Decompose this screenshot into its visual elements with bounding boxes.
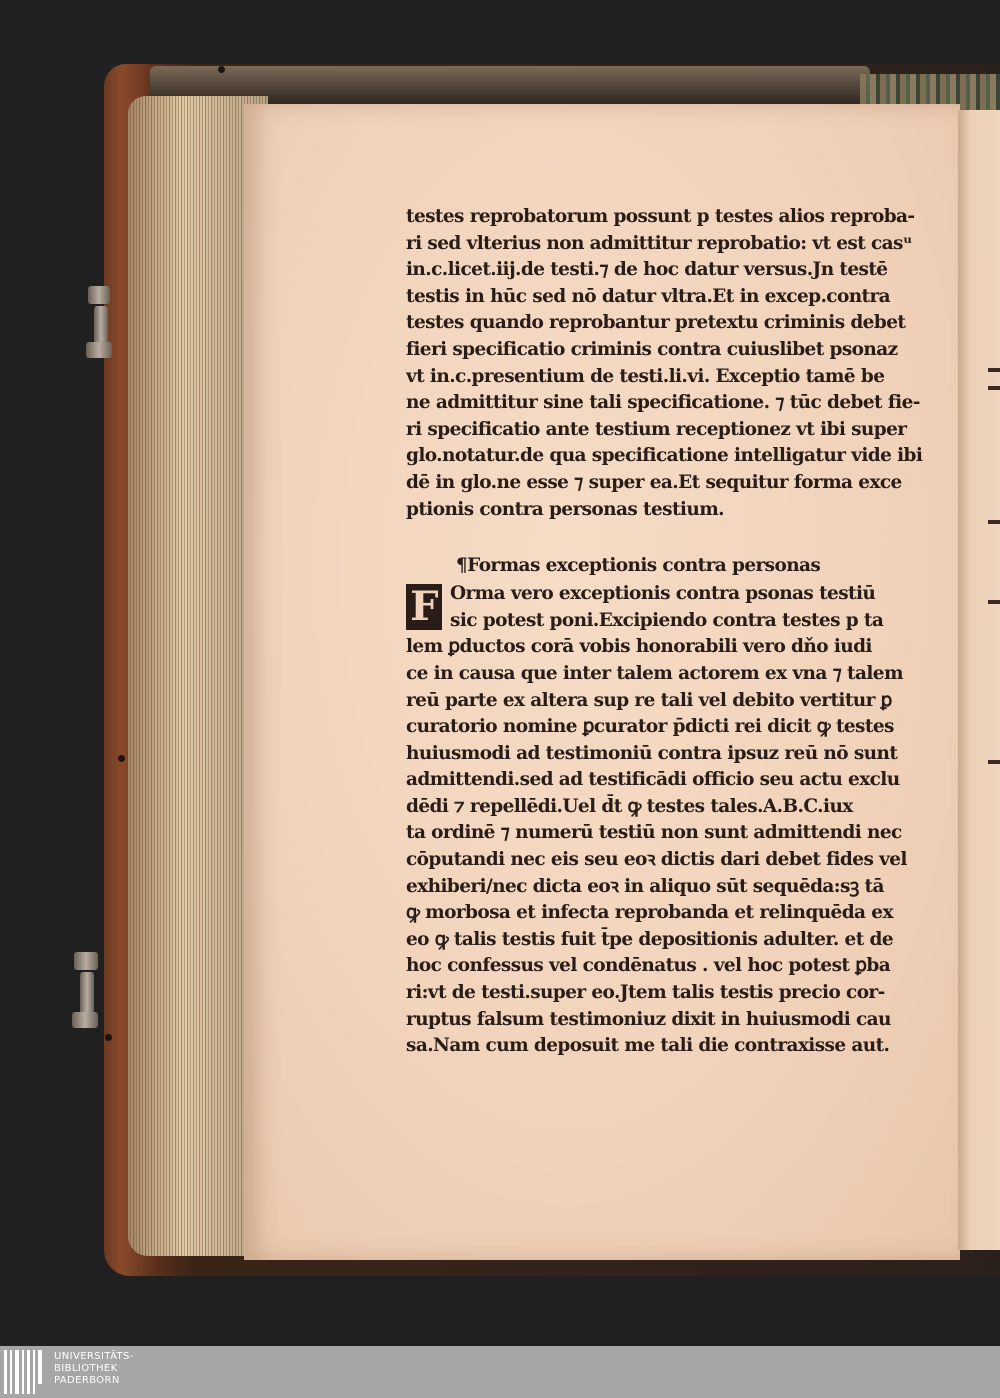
text-line: dēdi ⁊ repellēdi.Uel d̄t ꝙ testes tales.A.B.C.iux xyxy=(406,795,853,817)
library-footer xyxy=(0,1346,1000,1398)
library-logo-text xyxy=(54,1351,134,1387)
logo-line: BIBLIOTHEK xyxy=(54,1363,118,1374)
right-page-text-fragment xyxy=(988,760,1000,764)
cover-nail xyxy=(118,755,125,762)
text-line: vt in.c.presentium de testi.li.vi. Exceptio tamē be xyxy=(406,365,885,387)
text-line: curatorio nomine ꝑcurator p̄dicti rei dicit ꝙ testes xyxy=(406,716,894,738)
text-line: ruptus falsum testimoniuz dixit in huiusmodi cau xyxy=(406,1008,891,1030)
clasp-upper-base xyxy=(86,342,112,358)
text-line: ri specificatio ante testium receptionez vt ibi super xyxy=(406,418,907,440)
text-line: testes reprobatorum possunt p testes alios reproba- xyxy=(406,206,915,227)
text-line: ta ordinē ⁊ numerū testiū non sunt admittendi nec xyxy=(406,822,902,844)
text-line: ptionis contra personas testium. xyxy=(406,498,725,520)
text-line: exhiberi/nec dicta eoꝛ in aliquo sūt sequēda:sꝫ tā xyxy=(406,875,884,897)
text-line: ne admittitur sine tali specificatione. ⁊ tūc debet fie- xyxy=(406,392,920,414)
text-line: reū parte ex altera sup re tali vel debito vertitur ꝑ xyxy=(406,689,892,711)
text-line: ri:vt de testi.super eo.Jtem talis testis precio cor- xyxy=(406,982,885,1004)
text-line: testis in hūc sed nō datur vltra.Et in excep.contra xyxy=(406,285,891,307)
text-line: sa.Nam cum deposuit me tali die contraxisse aut. xyxy=(406,1035,890,1057)
text-line: cōputandi nec eis seu eoꝛ dictis dari debet fides vel xyxy=(406,849,907,871)
paragraph-1 xyxy=(406,204,926,523)
paragraph-2 xyxy=(406,581,926,1060)
logo-line: PADERBORN xyxy=(54,1375,120,1386)
text-line: lem ꝑductos corā vobis honorabili vero dňo iudi xyxy=(406,636,872,658)
text-line: in.c.licet.iij.de testi.⁊ de hoc datur versus.Jn testē xyxy=(406,259,888,281)
right-page-text-fragment xyxy=(988,520,1000,524)
text-line: ꝙ morbosa et infecta reprobanda et relinquēda ex xyxy=(406,902,893,924)
section-heading: ¶Formas exceptionis contra personas xyxy=(456,555,821,577)
text-line: eo ꝙ talis testis fuit t̄pe depositionis adulter. et de xyxy=(406,928,893,950)
text-line: Orma vero exceptionis contra psonas testiū xyxy=(450,583,876,605)
text-line: glo.notatur.de qua specificatione intelligatur vide ibi xyxy=(406,445,923,467)
page-text xyxy=(406,204,926,1060)
text-line: testes quando reprobantur pretextu criminis debet xyxy=(406,312,906,334)
clasp-upper xyxy=(88,286,110,304)
decorated-initial: F xyxy=(406,584,442,630)
cover-nail xyxy=(105,1034,112,1041)
text-line: fieri specificatio criminis contra cuiuslibet psonaz xyxy=(406,338,898,360)
clasp-lower-base xyxy=(72,1012,98,1028)
text-line: sic potest poni.Excipiendo contra testes p ta xyxy=(450,609,884,631)
right-page-text-fragment xyxy=(988,368,1000,372)
right-page-edge xyxy=(958,110,1000,1250)
right-page-text-fragment xyxy=(988,600,1000,604)
library-logo-icon xyxy=(2,1350,48,1394)
text-line: dē in glo.ne esse ⁊ super ea.Et sequitur forma exce xyxy=(406,471,902,493)
text-line: ce in causa que inter talem actorem ex vna ⁊ talem xyxy=(406,662,903,684)
text-line: ri sed vlterius non admittitur reprobatio: vt est casᵘ xyxy=(406,232,912,254)
logo-line: UNIVERSITÄTS- xyxy=(54,1351,134,1362)
clasp-lower xyxy=(74,952,98,970)
text-line: hoc confessus vel condēnatus . vel hoc potest ꝑba xyxy=(406,955,891,977)
text-line: huiusmodi ad testimoniū contra ipsuz reū nō sunt xyxy=(406,742,898,764)
cover-nail xyxy=(218,66,225,73)
text-line: admittendi.sed ad testificādi officio seu actu exclu xyxy=(406,769,900,791)
right-page-text-fragment xyxy=(988,386,1000,390)
